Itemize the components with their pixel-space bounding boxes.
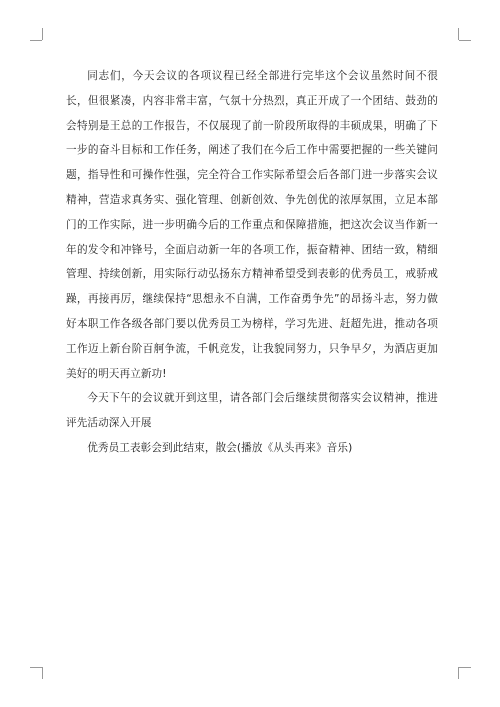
crop-mark-bottom-left-vertical [42,667,43,679]
crop-mark-top-left-vertical [42,28,43,40]
paragraph-meeting-end: 今天下午的会议就开到这里，请各部门会后继续贯彻落实会议精神，推进评先活动深入开展 [66,392,438,430]
crop-mark-top-right-vertical [458,28,459,40]
crop-mark-top-left-horizontal [30,40,42,41]
paragraph-adjourn: 优秀员工表彰会到此结束，散会(播放《从头再来》音乐) [87,441,353,454]
crop-mark-bottom-left-horizontal [30,667,42,668]
paragraph-closing-speech: 同志们，今天会议的各项议程已经全部进行完毕这个会议虽然时间不很长，但很紧凑，内容非常丰富，气氛十分热烈，真正开成了一个团结、鼓劲的会特别是王总的工作报告，不仅展现了前一阶段所取得的丰硕成果，明确了下一步的奋斗目标和工作任务，阐述了我们在今后工作中需要把握的一些关键问题，指导性和可操作性强，完全符合工作实际希望会后各部门进一步落实会议精神，营造求真务实、强化管理、创新创效、争先创优的浓厚氛围，立足本部门的工作实际，进一步明确今后的工作重点和保障措施，把这次会议当作新一年的发令和冲锋号，全面启动新一年的各项工作，振奋精神、团结一致，精细管理、持续创新，用实际行动弘扬东方精神希望受到表彰的优秀员工，戒骄戒躁，再接再厉，继续保持“思想永不自满，工作奋勇争先”的昂扬斗志，努力做好本职工作各级各部门要以优秀员工为榜样，学习先进、赶超先进，推动各项工作迈上新台阶百舸争流，千帆竞发，让我貌同努力，只争早夕，为酒店更加美好的明天再立新功! [66,70,438,380]
crop-mark-bottom-right-vertical [458,667,459,679]
crop-mark-bottom-right-horizontal [459,667,471,668]
crop-mark-top-right-horizontal [459,40,471,41]
document-body [66,64,438,461]
